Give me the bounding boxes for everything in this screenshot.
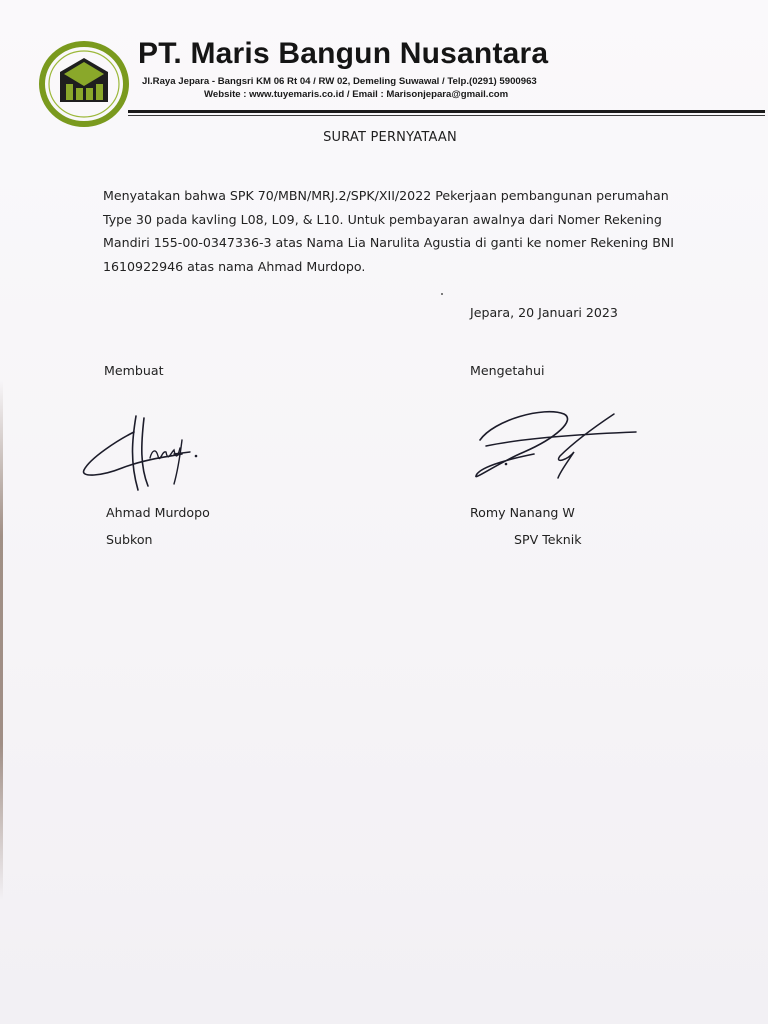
- company-logo-icon: [38, 40, 130, 128]
- letterhead-divider-thick: [128, 110, 765, 113]
- acknowledger-position: SPV Teknik: [514, 532, 582, 547]
- maker-name: Ahmad Murdopo: [106, 505, 210, 520]
- statement-line: 1610922946 atas nama Ahmad Murdopo.: [103, 258, 366, 274]
- statement-line: Menyatakan bahwa SPK 70/MBN/MRJ.2/SPK/XII/2022 Pekerjaan pembangunan perumahan: [103, 188, 669, 203]
- document-title: SURAT PERNYATAAN: [323, 130, 457, 145]
- maker-position: Subkon: [106, 532, 153, 547]
- paper-speck: [441, 293, 443, 295]
- company-name: PT. Maris Bangun Nusantara: [138, 37, 549, 70]
- place-date: Jepara, 20 Januari 2023: [470, 305, 618, 320]
- company-address: Jl.Raya Jepara - Bangsri KM 06 Rt 04 / RW 02, Demeling Suwawal / Telp.(0291) 5900963: [142, 76, 537, 87]
- signature-left-icon: [78, 410, 208, 500]
- paper-edge-shadow: [0, 380, 3, 900]
- letterhead-divider-thin: [128, 115, 765, 116]
- signature-right-icon: [464, 402, 644, 492]
- statement-paragraph: [103, 184, 703, 278]
- statement-line: Type 30 pada kavling L08, L09, & L10. Untuk pembayaran awalnya dari Nomer Rekening: [103, 211, 662, 227]
- maker-label: Membuat: [104, 363, 164, 378]
- statement-line: Mandiri 155-00-0347336-3 atas Nama Lia Narulita Agustia di ganti ke nomer Rekening BNI: [103, 235, 674, 250]
- acknowledger-label: Mengetahui: [470, 363, 545, 378]
- acknowledger-name: Romy Nanang W: [470, 505, 575, 520]
- company-website-email: Website : www.tuyemaris.co.id / Email : Marisonjepara@gmail.com: [204, 89, 509, 100]
